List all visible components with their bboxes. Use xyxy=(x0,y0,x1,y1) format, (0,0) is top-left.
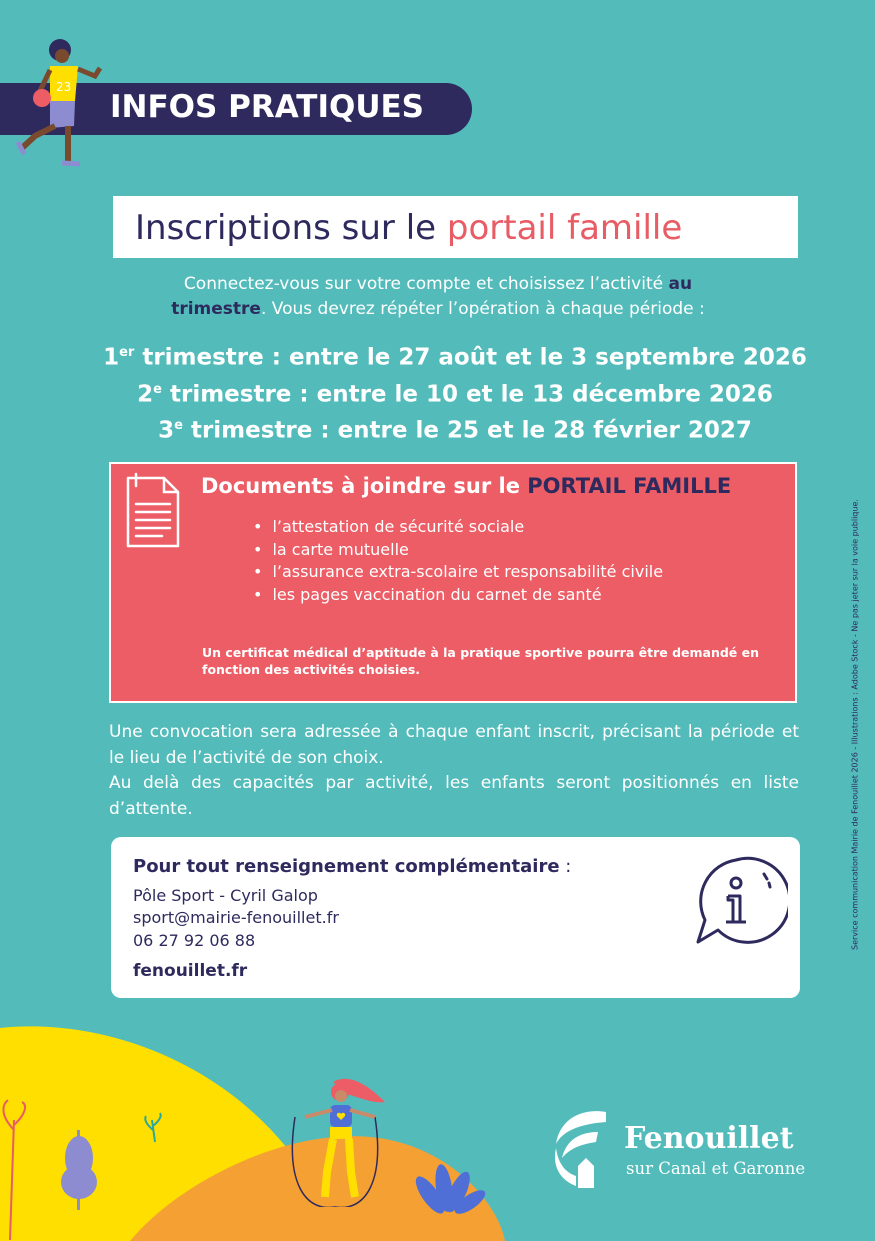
list-item: • les pages vaccination du carnet de santé xyxy=(254,584,663,607)
title-part-1: Inscriptions sur le xyxy=(135,208,447,248)
logo-name: Fenouillet xyxy=(624,1121,794,1156)
title-part-2: portail famille xyxy=(446,208,683,248)
convocation-text xyxy=(109,720,799,822)
fenouillet-logo-icon xyxy=(548,1108,610,1192)
logo-subtitle: sur Canal et Garonne xyxy=(626,1159,806,1178)
waiting-list-paragraph: Au delà des capacités par activité, les enfants seront positionnés en liste d’attente. xyxy=(109,773,799,819)
credits-text: Service communication Mairie de Fenouillet 2026 - Illustrations : Adobe Stock - Ne pas jeter sur la voie publique. xyxy=(850,499,860,950)
intro-emphasis-2: trimestre xyxy=(171,299,261,319)
page-heading: INFOS PRATIQUES xyxy=(110,89,425,125)
contact-title: Pour tout renseignement complémentaire : xyxy=(133,856,572,877)
portail-famille-label: PORTAIL FAMILLE xyxy=(527,474,732,498)
term-line: 2e trimestre : entre le 10 et le 13 décembre 2026 xyxy=(137,381,773,408)
jersey-number: 23 xyxy=(56,80,72,94)
intro-text xyxy=(118,272,758,322)
contact-phone[interactable]: 06 27 92 06 88 xyxy=(133,931,256,950)
documents-title: Documents à joindre sur le PORTAIL FAMILLE xyxy=(201,474,732,498)
document-icon xyxy=(122,472,184,552)
intro-line-1: Connectez-vous sur votre compte et choisissez l’activité xyxy=(183,274,669,294)
section-title xyxy=(135,208,682,248)
convocation-paragraph: Une convocation sera adressée à chaque enfant inscrit, précisant la période et le lieu de l’activité de son choix. xyxy=(109,722,799,768)
term-line: 1er trimestre : entre le 27 août et le 3 septembre 2026 xyxy=(103,344,807,371)
contact-email[interactable]: sport@mairie-fenouillet.fr xyxy=(133,908,339,927)
contact-service: Pôle Sport - Cyril Galop xyxy=(133,886,318,905)
list-item: • l’attestation de sécurité sociale xyxy=(254,516,663,539)
list-item: • l’assurance extra-scolaire et responsabilité civile xyxy=(254,561,663,584)
intro-line-2: . Vous devrez répéter l’opération à chaque période : xyxy=(260,299,705,319)
documents-list xyxy=(254,516,663,606)
term-dates xyxy=(70,337,840,447)
info-icon xyxy=(678,852,788,948)
basketball-player-illustration xyxy=(10,36,105,171)
term-line: 3e trimestre : entre le 25 et le 28 février 2027 xyxy=(158,417,752,444)
intro-emphasis-1: au xyxy=(668,274,693,294)
list-item: • la carte mutuelle xyxy=(254,539,663,562)
jump-rope-girl-illustration xyxy=(285,1072,385,1207)
medical-certificate-note: Un certificat médical d’aptitude à la pratique sportive pourra être demandé en fonction des activités choisies. xyxy=(202,645,760,677)
website-link[interactable]: fenouillet.fr xyxy=(133,961,248,981)
